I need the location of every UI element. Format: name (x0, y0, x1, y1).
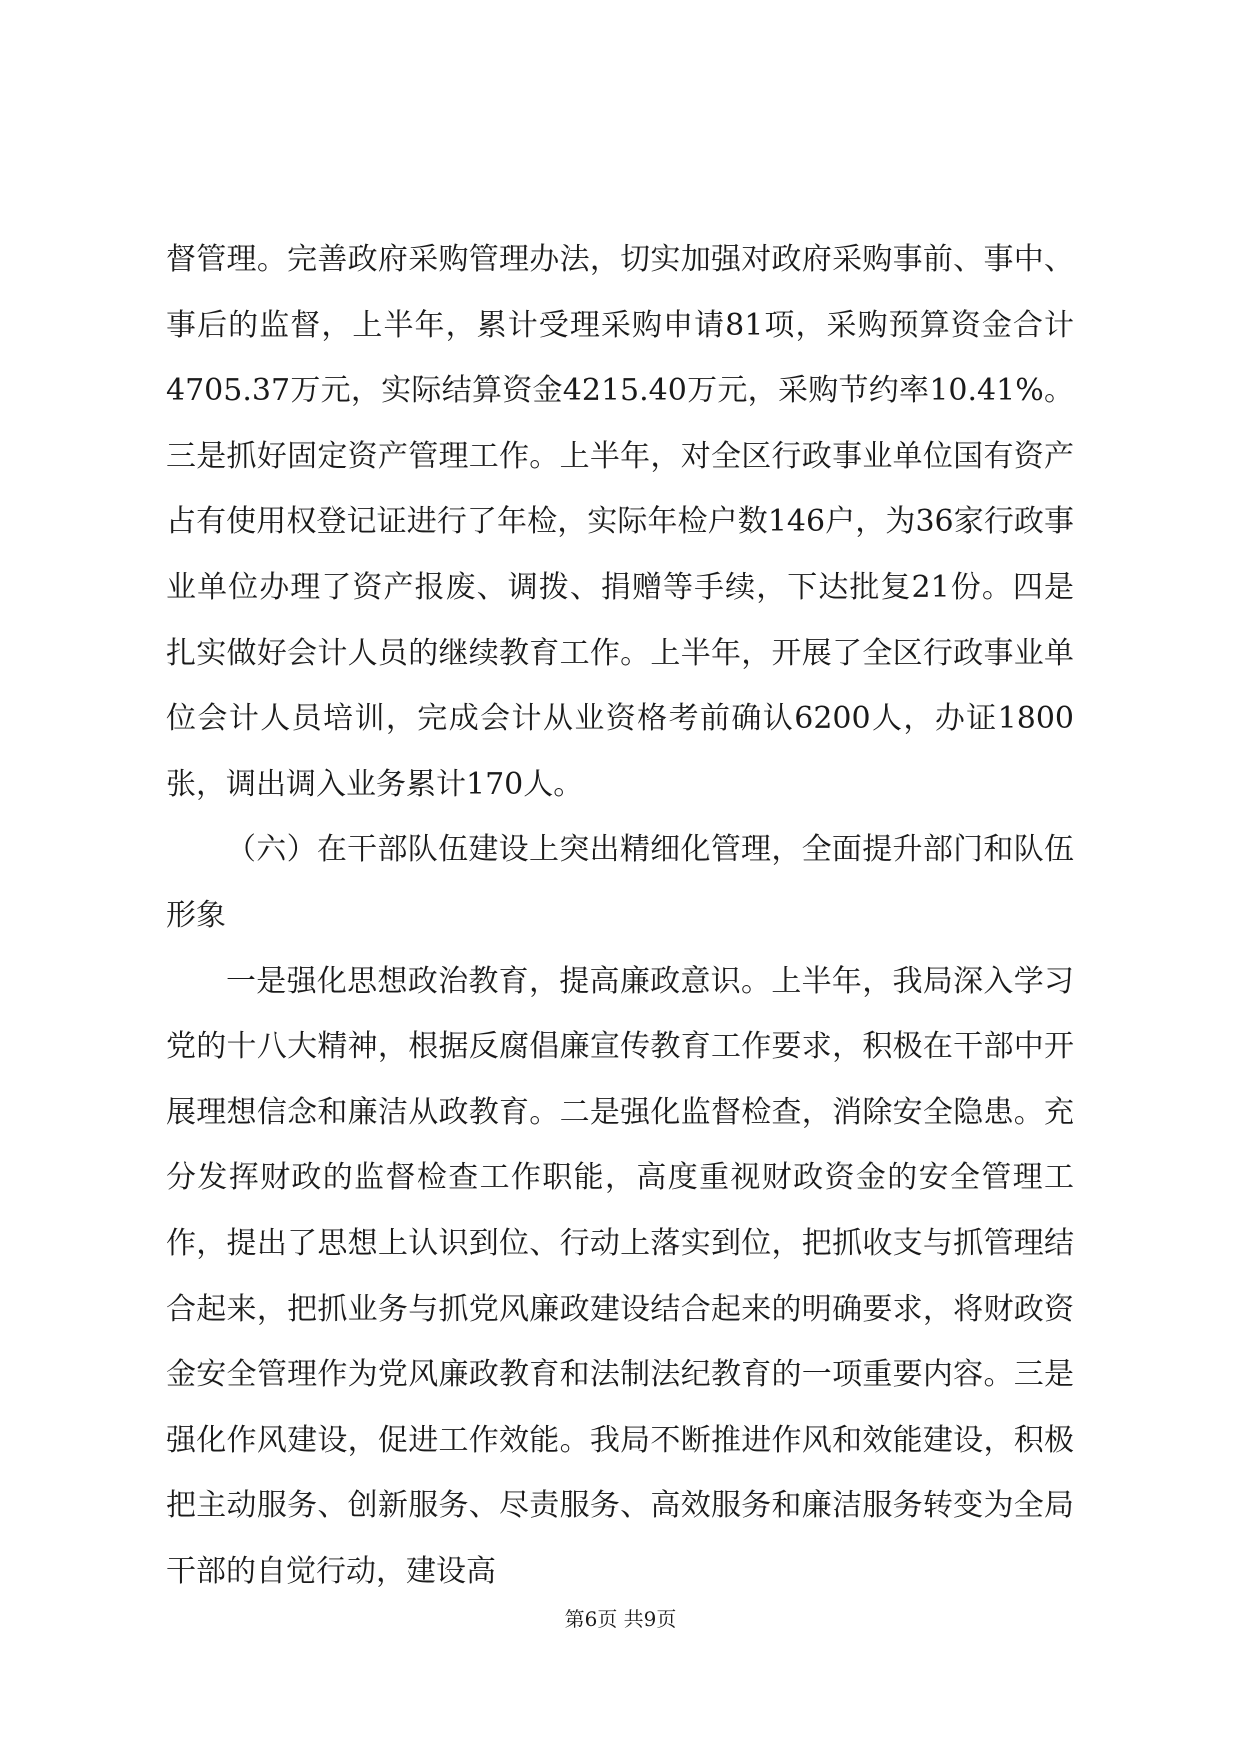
page-number-footer: 第6页 共9页 (564, 1607, 677, 1631)
paragraph-section-six: 一是强化思想政治教育，提高廉政意识。上半年，我局深入学习党的十八大精神，根据反腐倡廉宣传教育工作要求，积极在干部中开展理想信念和廉洁从政教育。二是强化监督检查，消除安全隐患。充分发挥财政的监督检查工作职能，高度重视财政资金的安全管理工作，提出了思想上认识到位、行动上落实到位，把抓收支与抓管理结合起来，把抓业务与抓党风廉政建设结合起来的明确要求，将财政资金安全管理作为党风廉政教育和法制法纪教育的一项重要内容。三是强化作风建设，促进工作效能。我局不断推进作风和效能建设，积极把主动服务、创新服务、尽责服务、高效服务和廉洁服务转变为全局干部的自觉行动，建设高 (166, 963, 1074, 1589)
document-body (166, 227, 1074, 1604)
paragraph-continued: 督管理。完善政府采购管理办法，切实加强对政府采购事前、事中、事后的监督，上半年，累计受理采购申请81项，采购预算资金合计4705.37万元，实际结算资金4215.40万元，采购节约率10.41%。三是抓好固定资产管理工作。上半年，对全区行政事业单位国有资产占有使用权登记证进行了年检，实际年检户数146户，为36家行政事业单位办理了资产报废、调拨、捐赠等手续，下达批复21份。四是扎实做好会计人员的继续教育工作。上半年，开展了全区行政事业单位会计人员培训，完成会计从业资格考前确认6200人，办证1800张，调出调入业务累计170人。 (166, 242, 1074, 802)
section-heading-six: （六）在干部队伍建设上突出精细化管理，全面提升部门和队伍形象 (166, 832, 1074, 933)
